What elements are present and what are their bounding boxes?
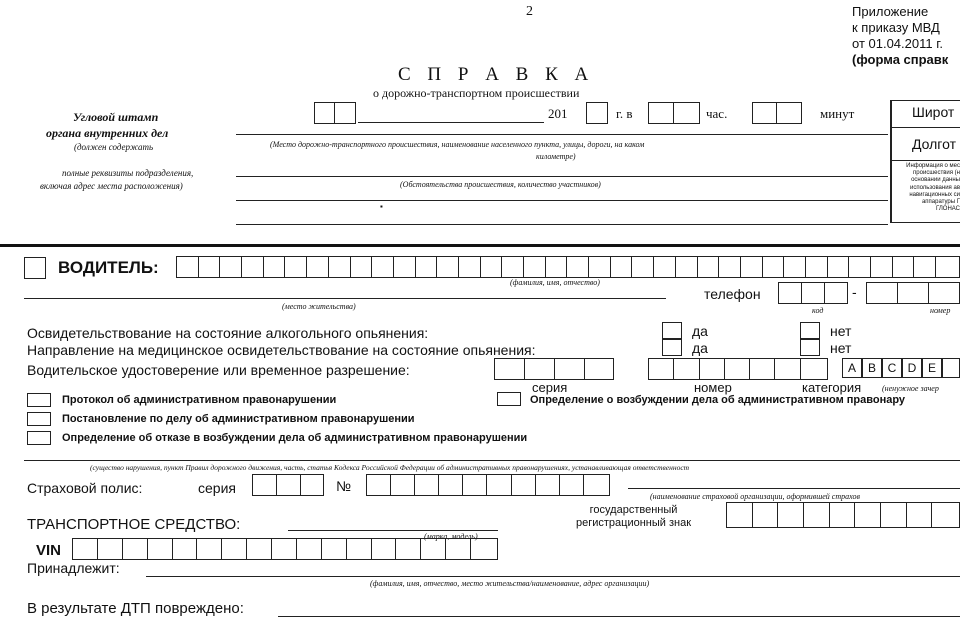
grid-cell[interactable]: [801, 359, 826, 379]
grid-cell[interactable]: [264, 257, 286, 277]
make-model-hint: (марка, модель): [424, 532, 478, 541]
reg-plate-cells[interactable]: [726, 502, 960, 528]
grid-cell[interactable]: [855, 503, 881, 527]
license-label: Водительское удостоверение или временное разрешение:: [27, 362, 410, 378]
vehicle-label: ТРАНСПОРТНОЕ СРЕДСТВО:: [27, 516, 241, 533]
grid-cell[interactable]: [285, 257, 307, 277]
license-category-hint: (ненужное зачер: [882, 384, 939, 393]
grid-cell[interactable]: [437, 257, 459, 277]
resolution-checkbox[interactable]: [27, 412, 51, 426]
driver-name-cells[interactable]: [176, 256, 960, 278]
insurance-number-sign: №: [336, 478, 352, 494]
reg-plate-line-1: государственный: [589, 504, 678, 516]
grid-cell[interactable]: [536, 475, 560, 495]
alcohol-yes-label: да: [692, 323, 708, 339]
grid-cell[interactable]: [741, 257, 763, 277]
year-suffix: г. в: [616, 106, 633, 121]
vehicle-make-line: [288, 530, 498, 531]
grid-cell[interactable]: [272, 539, 297, 559]
grid-cell[interactable]: [73, 539, 98, 559]
coords-info-7: ГЛОНАС: [935, 206, 960, 213]
refusal-checkbox[interactable]: [27, 431, 51, 445]
grid-cell[interactable]: [584, 475, 608, 495]
grid-cell[interactable]: [632, 257, 654, 277]
grid-cell[interactable]: [459, 257, 481, 277]
vin-cells[interactable]: [72, 538, 498, 560]
license-series-cells[interactable]: [494, 358, 614, 380]
grid-cell[interactable]: [932, 503, 958, 527]
stamp-line-1: Угловой штамп: [73, 110, 159, 124]
latitude-label: Широт: [912, 104, 955, 120]
grid-cell[interactable]: [828, 257, 850, 277]
stamp-line-4: полные реквизиты подразделения,: [62, 168, 194, 178]
place-hint-2: километре): [536, 152, 576, 161]
grid-cell[interactable]: [347, 539, 372, 559]
longitude-divider: [890, 160, 960, 161]
latitude-divider: [890, 127, 960, 128]
grid-cell[interactable]: [487, 475, 511, 495]
grid-cell[interactable]: [372, 539, 397, 559]
violation-hint: (существо нарушения, пункт Правил дорожного движения, часть, статья Кодекса Российской Федерации об административных правонарушениях, устанавливающая ответственност: [90, 463, 690, 472]
stamp-line-3: (должен содержать: [74, 142, 154, 152]
grid-cell[interactable]: [421, 539, 446, 559]
grid-cell[interactable]: [329, 257, 351, 277]
circumstances-line: [236, 176, 888, 177]
grid-cell[interactable]: [197, 539, 222, 559]
reg-plate-line-2: регистрационный знак: [576, 517, 692, 529]
grid-cell[interactable]: [804, 503, 830, 527]
grid-cell[interactable]: [914, 257, 936, 277]
category-c-box[interactable]: C: [882, 358, 902, 378]
category-extra-box[interactable]: [942, 358, 960, 378]
minutes-label: минут: [820, 106, 855, 121]
grid-cell[interactable]: [849, 257, 871, 277]
grid-cell[interactable]: [589, 257, 611, 277]
grid-cell[interactable]: [524, 257, 546, 277]
grid-cell[interactable]: [173, 539, 198, 559]
grid-cell[interactable]: [297, 539, 322, 559]
grid-cell[interactable]: [439, 475, 463, 495]
coords-info-6: аппаратуры Г: [921, 199, 960, 206]
circumstances-hint: (Обстоятельства происшествия, количество участников): [400, 180, 601, 189]
grid-cell[interactable]: [611, 257, 633, 277]
appendix-line-4: (форма справк: [852, 52, 949, 67]
grid-cell[interactable]: [775, 359, 800, 379]
phone-label: телефон: [704, 286, 761, 302]
reg-plate-label: [576, 504, 691, 530]
license-series-label: серия: [532, 380, 568, 395]
driver-checkbox[interactable]: [24, 257, 46, 279]
category-a-box[interactable]: A: [842, 358, 862, 378]
grid-cell[interactable]: [674, 359, 699, 379]
circumstances-line-2: [236, 200, 888, 201]
grid-cell[interactable]: [784, 257, 806, 277]
place-hint-1: (Место дорожно-транспортного происшествия, наименование населенного пункта, улицы, дороги, на каком: [270, 140, 645, 149]
driver-name-hint: (фамилия, имя, отчество): [510, 278, 600, 287]
phone-number-hint: номер: [930, 306, 951, 315]
grid-cell[interactable]: [177, 257, 199, 277]
grid-cell[interactable]: [416, 257, 438, 277]
month-line: [358, 122, 544, 123]
grid-cell[interactable]: [415, 475, 439, 495]
longitude-label: Долгот: [912, 136, 956, 152]
coords-info-2: происшествия (н: [913, 170, 960, 177]
grid-cell[interactable]: [778, 503, 804, 527]
insurance-label: Страховой полис:: [27, 480, 143, 496]
phone-dash: -: [852, 284, 857, 300]
grid-cell[interactable]: [367, 475, 391, 495]
grid-cell[interactable]: [351, 257, 373, 277]
medical-exam-label: Направление на медицинское освидетельствование на состояние опьянения:: [27, 342, 536, 358]
grid-cell[interactable]: [830, 503, 856, 527]
residence-hint: (место жительства): [282, 302, 356, 311]
grid-cell[interactable]: [881, 503, 907, 527]
grid-cell[interactable]: [372, 257, 394, 277]
grid-cell[interactable]: [391, 475, 415, 495]
grid-cell[interactable]: [446, 539, 471, 559]
coords-info-5: навигационных си: [909, 191, 960, 198]
residence-line: [24, 298, 666, 299]
grid-cell[interactable]: [893, 257, 915, 277]
refusal-label: Определение об отказе в возбуждении дела об административном правонарушении: [62, 432, 528, 444]
insurance-series-cells[interactable]: [252, 474, 324, 496]
coords-info-3: основании данны: [911, 177, 960, 184]
determination-label: Определение о возбуждении дела об административном правонару: [530, 394, 906, 406]
license-number-label: номер: [694, 380, 732, 395]
license-number-cells[interactable]: [648, 358, 828, 380]
appendix-line-2: к приказу МВД: [852, 20, 940, 35]
place-line: [236, 134, 888, 135]
section-separator: [0, 244, 960, 247]
grid-cell[interactable]: [753, 503, 779, 527]
phone-code-hint: код: [812, 306, 824, 315]
alcohol-exam-label: Освидетельствование на состояние алкогольного опьянения:: [27, 325, 429, 341]
phone-number-cells[interactable]: [866, 282, 960, 304]
category-d-box[interactable]: D: [902, 358, 922, 378]
coords-info-4: использования ав: [909, 184, 960, 191]
grid-cell[interactable]: [481, 257, 503, 277]
grid-cell[interactable]: [546, 257, 568, 277]
grid-cell[interactable]: [567, 257, 589, 277]
circumstances-line-3: [236, 224, 888, 225]
grid-cell[interactable]: [123, 539, 148, 559]
grid-cell[interactable]: [750, 359, 775, 379]
insurance-number-cells[interactable]: [366, 474, 610, 496]
appendix-line-3: от 01.04.2011 г.: [852, 36, 943, 51]
grid-cell[interactable]: [727, 503, 753, 527]
grid-cell[interactable]: [763, 257, 785, 277]
grid-cell[interactable]: [698, 257, 720, 277]
medical-no-label: нет: [830, 340, 852, 356]
grid-cell[interactable]: [907, 503, 933, 527]
grid-cell[interactable]: [719, 257, 741, 277]
grid-cell[interactable]: [220, 257, 242, 277]
owner-line: [146, 576, 960, 577]
appendix-note: [852, 4, 948, 68]
insurance-series-label: серия: [198, 480, 236, 496]
grid-cell[interactable]: [806, 257, 828, 277]
medical-yes-checkbox[interactable]: [662, 339, 682, 356]
grid-cell[interactable]: [654, 257, 676, 277]
protocol-label: Протокол об административном правонарушении: [62, 394, 337, 406]
grid-cell[interactable]: [396, 539, 421, 559]
insurer-hint: (наименование страховой организации, оформившей страхов: [650, 492, 860, 501]
grid-cell[interactable]: [322, 539, 347, 559]
insurer-line: [628, 488, 960, 489]
day-cells[interactable]: [314, 102, 356, 124]
grid-cell[interactable]: [502, 257, 524, 277]
stamp-line-5: включая адрес места расположения): [40, 181, 183, 191]
minutes-cells[interactable]: [752, 102, 802, 124]
medical-no-checkbox[interactable]: [800, 339, 820, 356]
page-number: 2: [526, 4, 533, 19]
damage-label: В результате ДТП повреждено:: [27, 600, 244, 617]
license-category-label: категория: [802, 380, 862, 395]
category-e-box[interactable]: E: [922, 358, 942, 378]
appendix-line-1: Приложение: [852, 4, 929, 19]
grid-cell[interactable]: [676, 257, 698, 277]
driver-label: ВОДИТЕЛЬ:: [58, 258, 159, 277]
coords-info-1: Информация о мес: [906, 163, 960, 169]
grid-cell[interactable]: [463, 475, 487, 495]
grid-cell[interactable]: [199, 257, 221, 277]
grid-cell[interactable]: [649, 359, 674, 379]
resolution-label: Постановление по делу об административном правонарушении: [62, 413, 415, 425]
grid-cell[interactable]: [725, 359, 750, 379]
coords-info: [894, 163, 960, 213]
hours-label: час.: [706, 106, 728, 121]
hours-cells[interactable]: [648, 102, 700, 124]
grid-cell[interactable]: [242, 257, 264, 277]
year-digit-box[interactable]: [586, 102, 608, 124]
grid-cell[interactable]: [394, 257, 416, 277]
owner-hint: (фамилия, имя, отчество, место жительства/наименование, адрес организации): [370, 579, 650, 588]
damage-line: [278, 616, 960, 617]
alcohol-no-checkbox[interactable]: [800, 322, 820, 339]
category-b-box[interactable]: B: [862, 358, 882, 378]
alcohol-no-label: нет: [830, 323, 852, 339]
document-title: С П Р А В К А: [398, 64, 595, 85]
year-prefix: 201: [548, 106, 568, 121]
grid-cell[interactable]: [871, 257, 893, 277]
grid-cell[interactable]: [700, 359, 725, 379]
stamp-line-2: органа внутренних дел: [46, 126, 169, 140]
protocol-checkbox[interactable]: [27, 393, 51, 407]
coords-box-top: [890, 100, 960, 101]
grid-cell[interactable]: [512, 475, 536, 495]
grid-cell[interactable]: [307, 257, 329, 277]
owner-label: Принадлежит:: [27, 560, 120, 576]
medical-yes-label: да: [692, 340, 708, 356]
grid-cell[interactable]: [560, 475, 584, 495]
grid-cell[interactable]: [471, 539, 496, 559]
grid-cell[interactable]: [222, 539, 247, 559]
vin-label: VIN: [36, 542, 62, 559]
grid-cell[interactable]: [936, 257, 958, 277]
grid-cell[interactable]: [247, 539, 272, 559]
document-subtitle: о дорожно-транспортном происшествии: [373, 86, 580, 100]
determination-checkbox[interactable]: [497, 392, 521, 406]
alcohol-yes-checkbox[interactable]: [662, 322, 682, 339]
grid-cell[interactable]: [148, 539, 173, 559]
dot-mark: ▪: [380, 202, 383, 211]
grid-cell[interactable]: [98, 539, 123, 559]
phone-code-cells[interactable]: [778, 282, 848, 304]
coords-box-border: [890, 100, 892, 222]
coords-box-bottom: [890, 222, 960, 223]
violation-line: [24, 460, 960, 461]
